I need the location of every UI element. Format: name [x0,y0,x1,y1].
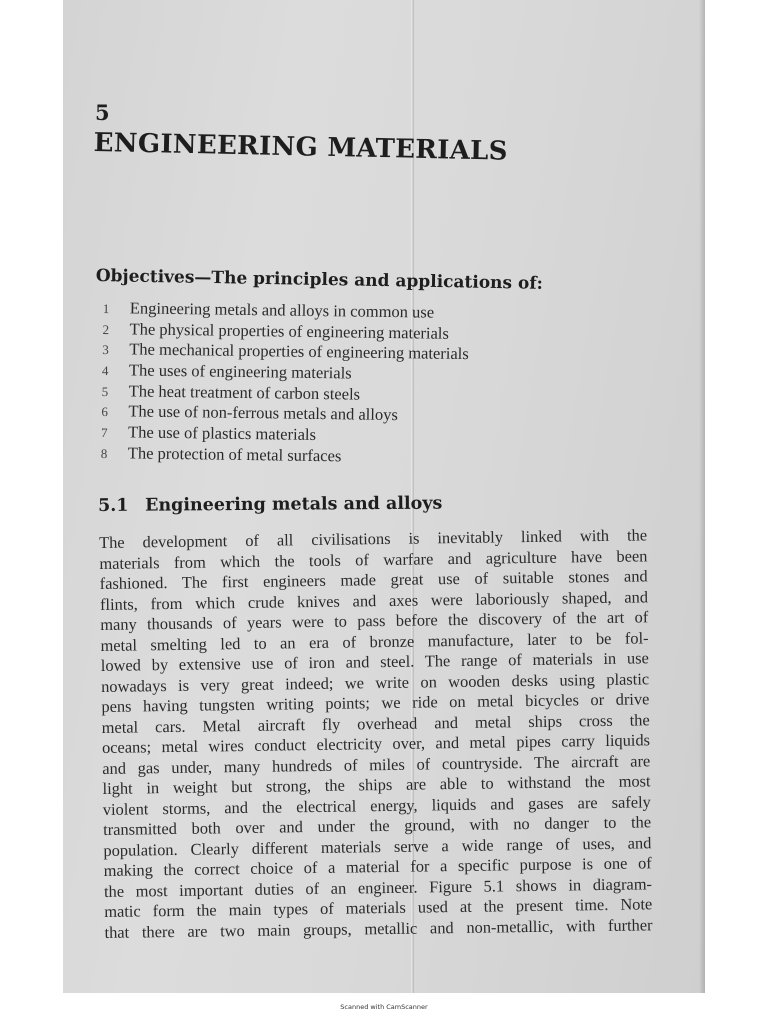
body-line: population. Clearly different materials serve a wide range of uses, and [103,832,652,860]
body-line: The development of all civilisations is inevitably linked with the [99,525,648,552]
objective-number: 7 [101,425,108,441]
objective-number: 5 [101,383,109,399]
body-line: metal cars. Metal aircraft fly overhead and metal ships cross the [101,709,650,737]
body-line: metal smelting led to an era of bronze manufacture, later to be fol- [100,627,649,655]
objective-text: The protection of metal surfaces [127,443,342,466]
chapter-number: 5 [95,100,110,125]
objective-number: 1 [102,300,110,317]
body-line: materials from which the tools of warfare and agriculture have been [99,545,648,573]
section-title: Engineering metals and alloys [144,493,443,516]
section-body [99,525,653,943]
objective-number: 3 [102,342,109,358]
page-edge-shadow [699,0,705,993]
section-heading [98,494,442,516]
body-line: that there are two main groups, metallic and non-metallic, with further [104,914,653,942]
objective-text: Engineering metals and alloys in common use [129,298,435,322]
objective-item [101,443,468,469]
objective-text: The use of non-ferrous metals and alloys [128,401,398,425]
objectives-heading: Objectives—The principles and applications of: [95,266,544,294]
scanner-footer-note: Scanned with CamScanner [340,1003,428,1011]
body-line: flints, from which crude knives and axes were laboriously shaped, and [99,586,649,614]
body-line: many thousands of years were to pass before the discovery of the art of [100,607,649,634]
body-line: light in weight but strong, the ships are able to withstand the most [102,771,651,798]
section-number: 5.1 [98,495,129,516]
body-line: matic form the main types of materials used at the present time. Note [104,894,653,921]
objective-text: The heat treatment of carbon steels [128,381,361,404]
objective-text: The use of plastics materials [127,422,317,445]
body-line: making the correct choice of a material for a specific purpose is one of [103,853,652,880]
objective-number: 2 [102,321,110,337]
body-line: oceans; metal wires conduct electricity over, and metal pipes carry liquids [101,730,651,757]
body-line: fashioned. The first engineers made great use of suitable stones and [99,566,648,593]
objective-text: The physical properties of engineering materials [129,319,450,343]
scanned-page [63,0,705,993]
chapter-title: ENGINEERING MATERIALS [93,128,509,167]
body-line: nowadays is very great indeed; we write on wooden desks using plastic [101,668,650,696]
body-line: transmitted both over and under the ground, with no danger to the [103,812,652,839]
body-line: lowed by extensive use of iron and steel. The range of materials in use [100,648,649,675]
objectives-list [101,298,470,469]
objective-text: The uses of engineering materials [128,360,352,383]
body-line: pens having tungsten writing points; we ride on metal bicycles or drive [101,689,650,716]
objective-number: 6 [101,404,109,420]
body-line: violent storms, and the electrical energy, liquids and gases are safely [102,791,651,819]
objective-number: 8 [100,445,108,461]
objective-number: 4 [101,363,109,379]
objective-text: The mechanical properties of engineering materials [129,339,469,364]
body-line: and gas under, many hundreds of miles of countryside. The aircraft are [102,750,651,778]
body-line: the most important duties of an engineer. Figure 5.1 shows in diagram- [103,873,653,901]
